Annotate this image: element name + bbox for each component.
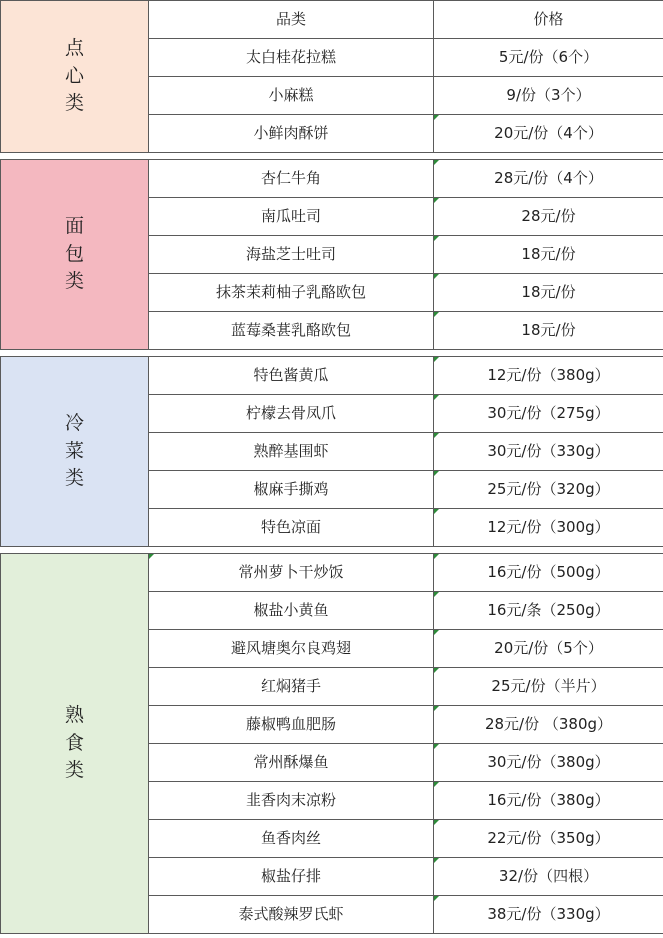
item-price: 20元/份（4个） <box>434 115 663 153</box>
item-price: 38元/份（330g） <box>434 896 663 934</box>
item-price: 20元/份（5个） <box>434 630 663 668</box>
header-price: 价格 <box>434 1 663 39</box>
item-price: 12元/份（380g） <box>434 357 663 395</box>
item-name: 椒盐小黄鱼 <box>149 592 434 630</box>
item-name: 抹茶茉莉柚子乳酪欧包 <box>149 274 434 312</box>
item-name: 小麻糕 <box>149 77 434 115</box>
item-name: 特色酱黄瓜 <box>149 357 434 395</box>
item-name: 柠檬去骨凤爪 <box>149 395 434 433</box>
table-row <box>1 357 663 395</box>
item-name: 南瓜吐司 <box>149 198 434 236</box>
item-price: 12元/份（300g） <box>434 509 663 547</box>
item-price: 18元/份 <box>434 236 663 274</box>
item-price: 18元/份 <box>434 312 663 350</box>
item-price: 25元/份（320g） <box>434 471 663 509</box>
header-item: 品类 <box>149 1 434 39</box>
item-price: 28元/份（4个） <box>434 160 663 198</box>
category-cell <box>1 1 149 153</box>
item-price: 30元/份（380g） <box>434 744 663 782</box>
item-name: 韭香肉末凉粉 <box>149 782 434 820</box>
item-name: 小鲜肉酥饼 <box>149 115 434 153</box>
item-price: 16元/份（380g） <box>434 782 663 820</box>
item-price: 28元/份 <box>434 198 663 236</box>
category-cell <box>1 160 149 350</box>
gap-cell <box>1 350 149 357</box>
section-gap <box>1 153 663 160</box>
header-row <box>1 1 663 39</box>
item-price: 18元/份 <box>434 274 663 312</box>
item-name: 泰式酸辣罗氏虾 <box>149 896 434 934</box>
item-name: 特色凉面 <box>149 509 434 547</box>
item-name: 太白桂花拉糕 <box>149 39 434 77</box>
category-label: 面包类 <box>65 215 85 293</box>
item-name: 熟醉基围虾 <box>149 433 434 471</box>
item-name: 椒麻手撕鸡 <box>149 471 434 509</box>
item-price: 22元/份（350g） <box>434 820 663 858</box>
section-gap <box>1 350 663 357</box>
table-row <box>1 160 663 198</box>
table-row <box>1 554 663 592</box>
category-label: 点心类 <box>65 37 85 115</box>
item-price: 16元/份（500g） <box>434 554 663 592</box>
item-name: 藤椒鸭血肥肠 <box>149 706 434 744</box>
item-price: 16元/条（250g） <box>434 592 663 630</box>
item-price: 5元/份（6个） <box>434 39 663 77</box>
category-label: 冷菜类 <box>65 412 85 490</box>
item-name: 椒盐仔排 <box>149 858 434 896</box>
gap-cell <box>434 153 663 160</box>
item-name: 海盐芝士吐司 <box>149 236 434 274</box>
gap-cell <box>1 547 149 554</box>
gap-cell <box>434 547 663 554</box>
section-gap <box>1 547 663 554</box>
item-price: 25元/份（半片） <box>434 668 663 706</box>
item-name: 常州萝卜干炒饭 <box>149 554 434 592</box>
item-name: 蓝莓桑葚乳酪欧包 <box>149 312 434 350</box>
item-name: 鱼香肉丝 <box>149 820 434 858</box>
category-cell <box>1 357 149 547</box>
item-price: 28元/份 （380g） <box>434 706 663 744</box>
item-name: 常州酥爆鱼 <box>149 744 434 782</box>
item-name: 红焖猪手 <box>149 668 434 706</box>
item-name: 避风塘奥尔良鸡翅 <box>149 630 434 668</box>
item-price: 32/份（四根） <box>434 858 663 896</box>
gap-cell <box>149 547 434 554</box>
gap-cell <box>149 153 434 160</box>
item-name: 杏仁牛角 <box>149 160 434 198</box>
item-price: 30元/份（275g） <box>434 395 663 433</box>
gap-cell <box>149 350 434 357</box>
category-cell <box>1 554 149 934</box>
item-price: 9/份（3个） <box>434 77 663 115</box>
gap-cell <box>1 153 149 160</box>
category-label: 熟食类 <box>65 704 85 782</box>
item-price: 30元/份（330g） <box>434 433 663 471</box>
gap-cell <box>434 350 663 357</box>
